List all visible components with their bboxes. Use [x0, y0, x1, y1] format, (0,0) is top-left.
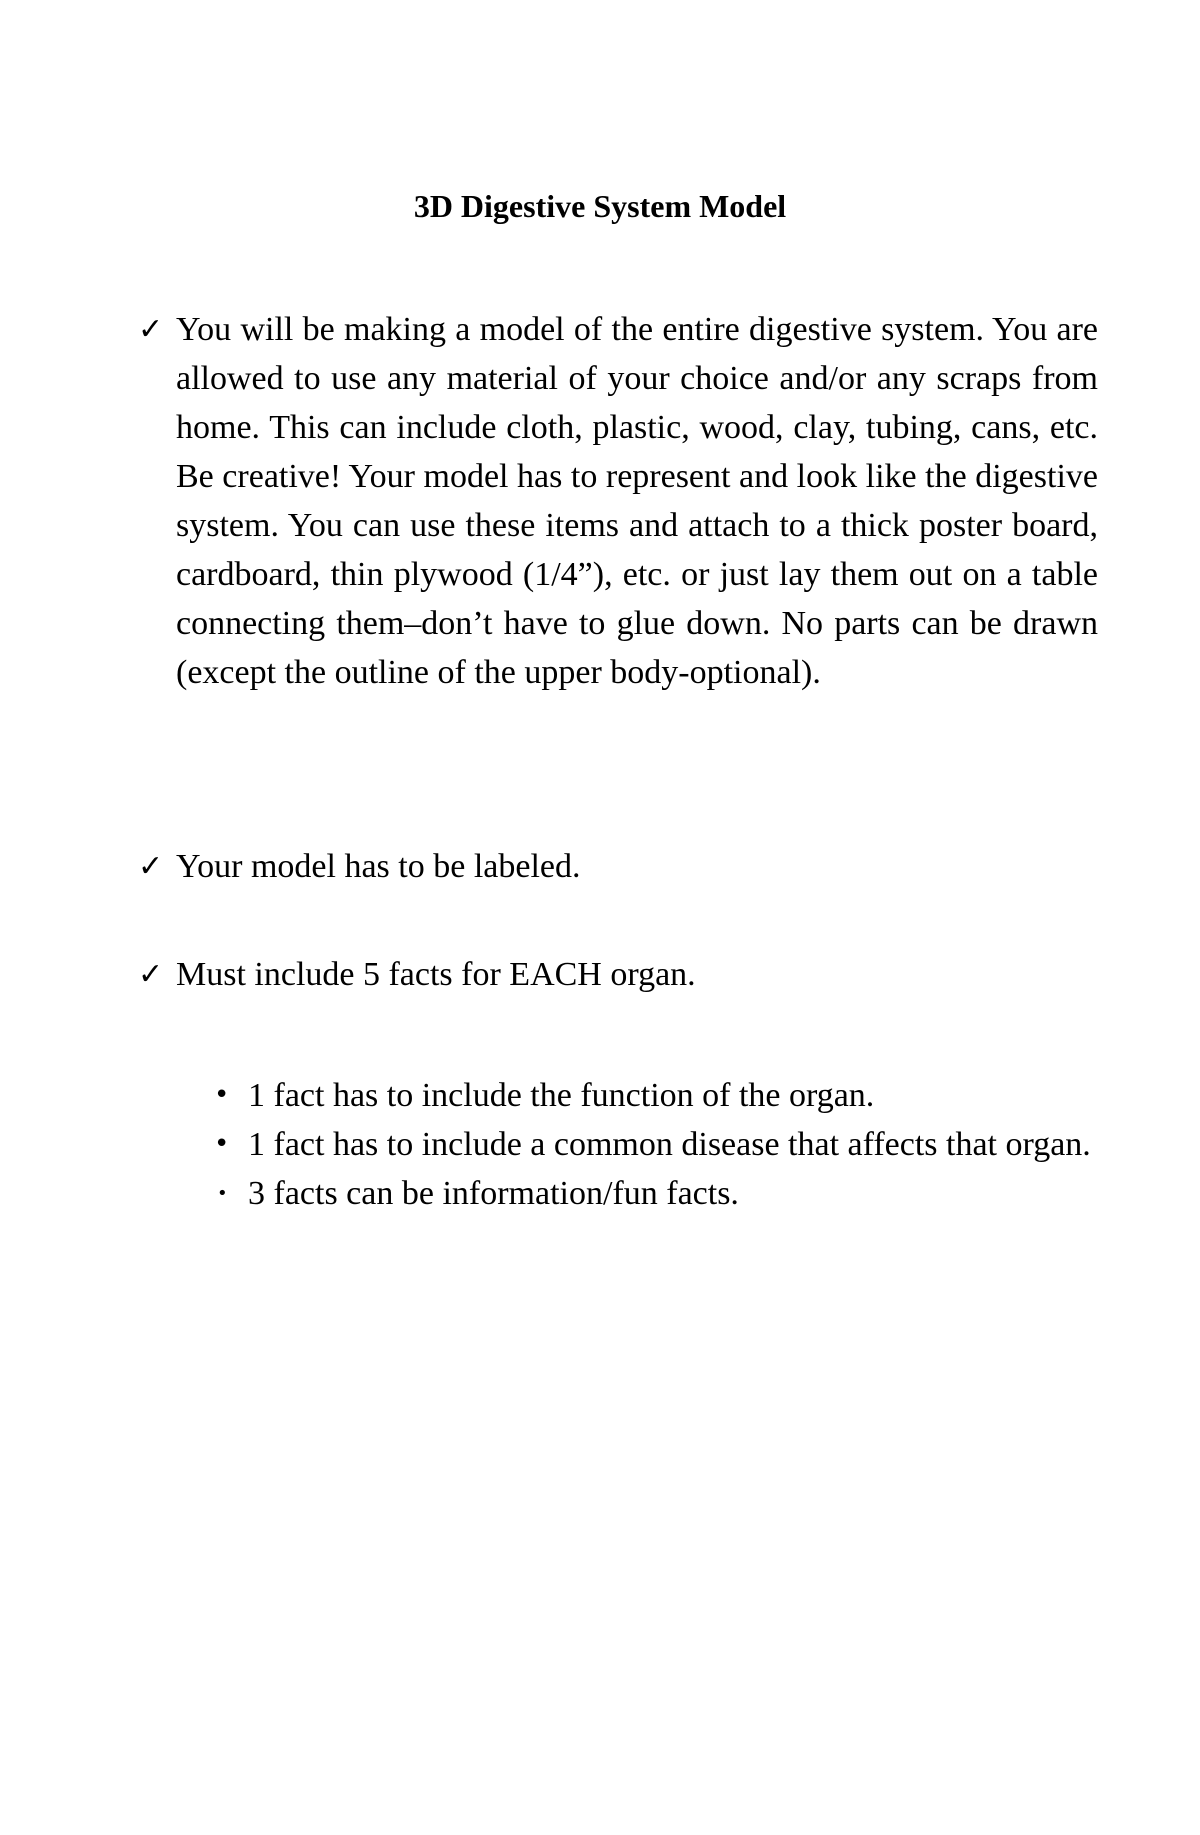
checklist-item-text: Your model has to be labeled. [176, 848, 581, 885]
checklist-item-model [138, 305, 1098, 697]
list-item-text: 3 facts can be information/fun facts. [248, 1175, 739, 1212]
checklist-item-facts [138, 950, 1098, 999]
list-item [210, 1120, 1098, 1169]
list-item-text: 1 fact has to include a common disease that affects that organ. [248, 1126, 1091, 1163]
list-item [210, 1071, 1098, 1120]
page-title: 3D Digestive System Model [413, 188, 787, 224]
facts-bullet-list [210, 1071, 1098, 1218]
bullet-icon: • [214, 1129, 230, 1159]
bullet-icon: • [217, 1183, 228, 1204]
list-item [210, 1169, 1098, 1218]
checklist-item-text: Must include 5 facts for EACH organ. [176, 956, 696, 993]
bullet-icon: • [214, 1080, 230, 1110]
list-item-text: 1 fact has to include the function of the organ. [248, 1077, 875, 1114]
checklist-item-labeled [138, 842, 1098, 891]
checkmark-icon: ✓ [138, 312, 164, 347]
checkmark-icon: ✓ [138, 957, 164, 992]
checkmark-icon: ✓ [138, 849, 164, 884]
checklist-item-text: You will be making a model of the entire digestive system. You are allowed to use any material of your choice and/or any scraps from home. This can include cloth, plastic, wood, clay, tubing, cans, etc. Be creative! Your model has to represent and look like the digestive system. You can use these items and attach to a thick poster board, cardboard, thin plywood (1/4”), etc. or just lay them out on a table connecting them–don’t have to glue down. No parts can be drawn (except the outline of the upper body-optional). [176, 311, 1098, 691]
